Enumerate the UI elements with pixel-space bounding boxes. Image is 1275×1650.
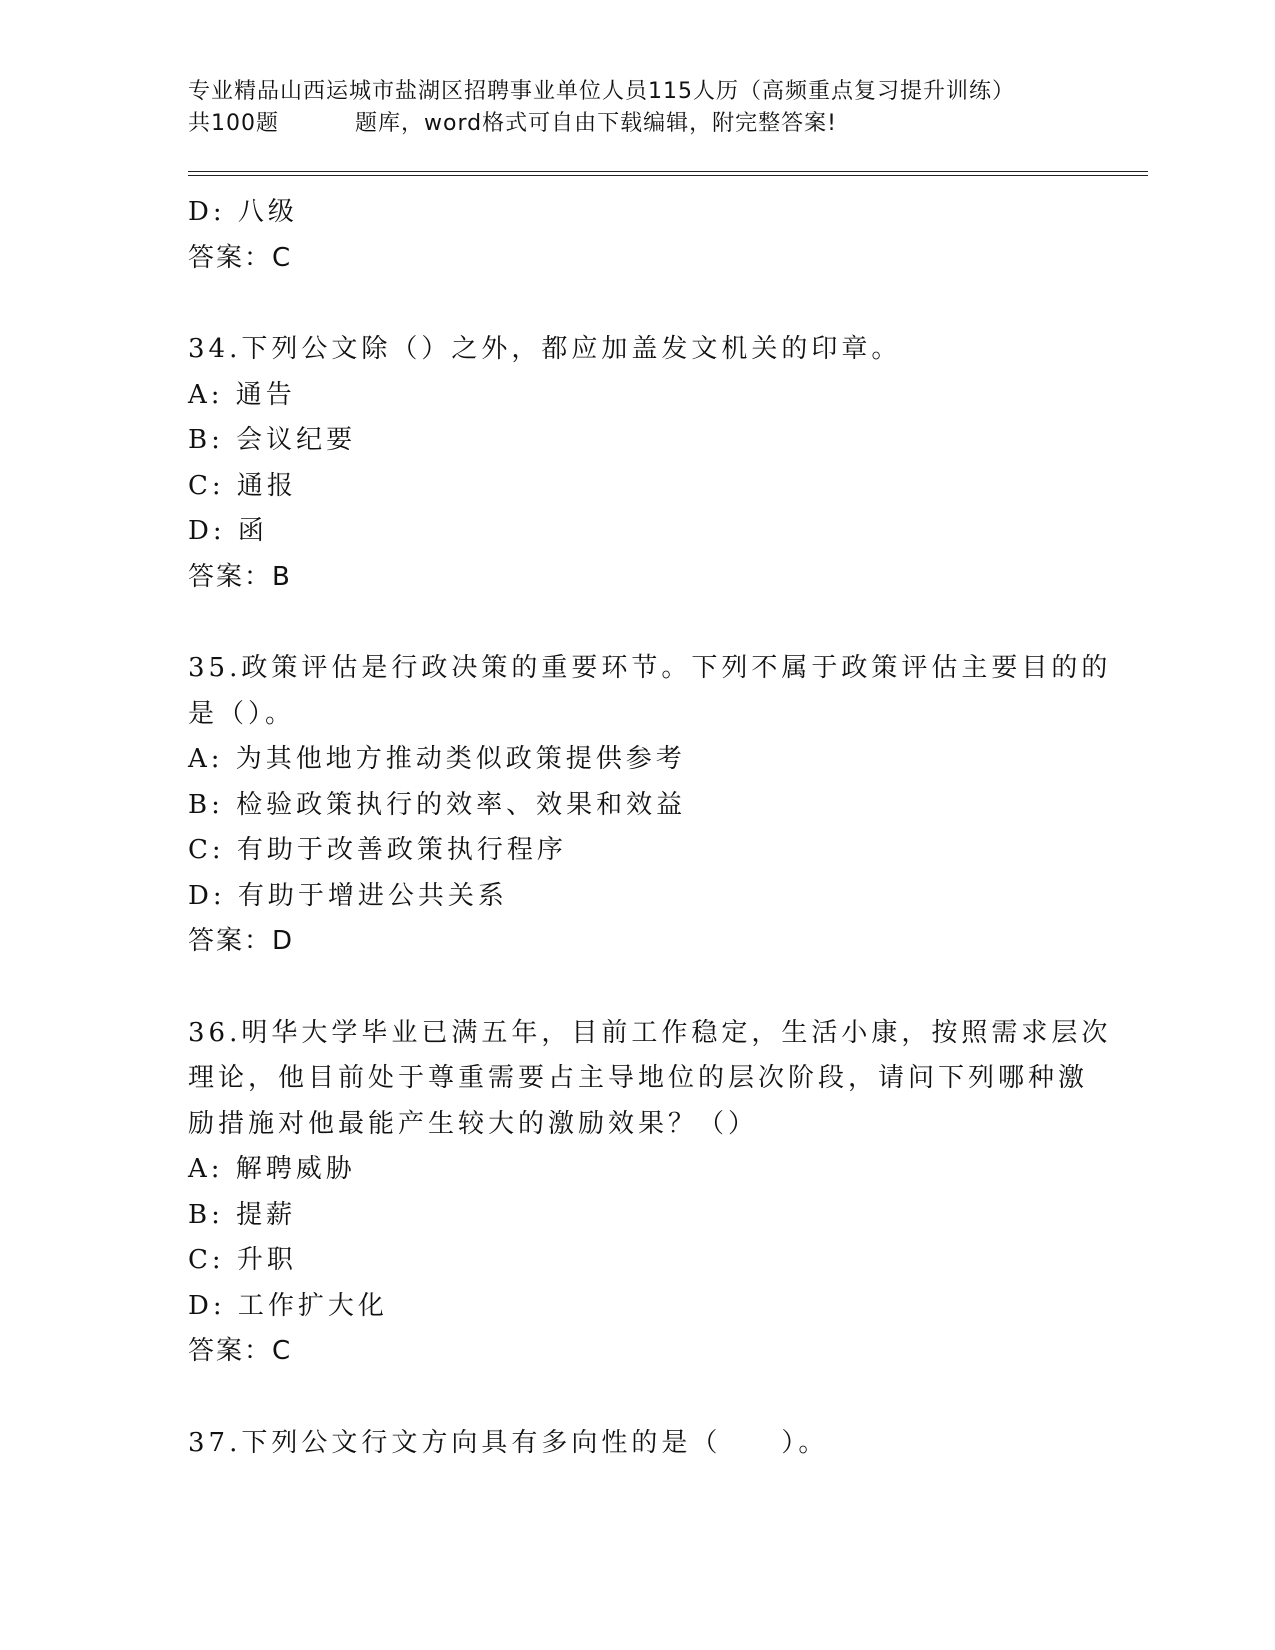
question-35 — [188, 646, 1112, 965]
header-subtitle-line — [188, 108, 1088, 140]
option-d: D: 有助于增进公共关系 — [188, 880, 508, 911]
option-d: D: 八级 — [188, 197, 298, 227]
option-d: D: 工作扩大化 — [188, 1290, 388, 1321]
option-c: C: 升职 — [188, 1245, 297, 1275]
header-question-count: 共100题 — [188, 111, 279, 136]
question-stem-line: 36.明华大学毕业已满五年，目前工作稳定，生活小康，按照需求层次 — [188, 1017, 1112, 1048]
question-34 — [188, 327, 1088, 600]
question-37 — [188, 1421, 1088, 1467]
option-b: B: 提薪 — [188, 1199, 297, 1230]
question-stem-line: 是（）。 — [188, 698, 296, 729]
option-d: D: 函 — [188, 516, 268, 546]
question-stem-line: 35.政策评估是行政决策的重要环节。下列不属于政策评估主要目的的 — [188, 653, 1112, 683]
option-b: B: 检验政策执行的效率、效果和效益 — [188, 789, 687, 820]
header-title-line: 专业精品山西运城市盐湖区招聘事业单位人员115人历（高频重点复习提升训练） — [188, 79, 1015, 104]
option-c: C: 有助于改善政策执行程序 — [188, 835, 567, 865]
header-rule-top — [188, 171, 1148, 172]
question-stem-line: 励措施对他最能产生较大的激励效果？（） — [188, 1108, 759, 1139]
option-a: A: 通告 — [188, 379, 296, 410]
question-36 — [188, 1011, 1112, 1375]
previous-question-tail — [188, 190, 1088, 281]
option-b: B: 会议纪要 — [188, 425, 357, 455]
page-header — [188, 76, 1088, 140]
answer-line: 答案：C — [188, 1336, 293, 1366]
answer-line: 答案：D — [188, 926, 295, 956]
option-a: A: 解聘威胁 — [188, 1154, 356, 1184]
option-a: A: 为其他地方推动类似政策提供参考 — [188, 744, 686, 774]
question-list — [188, 190, 1112, 1466]
header-description: 题库，word格式可自由下载编辑，附完整答案! — [355, 111, 837, 136]
question-stem: 37.下列公文行文方向具有多向性的是（ ）。 — [188, 1427, 829, 1458]
answer-line: 答案：B — [188, 561, 292, 592]
question-stem-line: 理论，他目前处于尊重需要占主导地位的层次阶段，请问下列哪种激 — [188, 1063, 1089, 1093]
header-rule-bottom — [188, 175, 1148, 176]
answer-line: 答案：C — [188, 242, 293, 273]
option-c: C: 通报 — [188, 470, 297, 501]
question-stem: 34.下列公文除（）之外，都应加盖发文机关的印章。 — [188, 334, 902, 364]
